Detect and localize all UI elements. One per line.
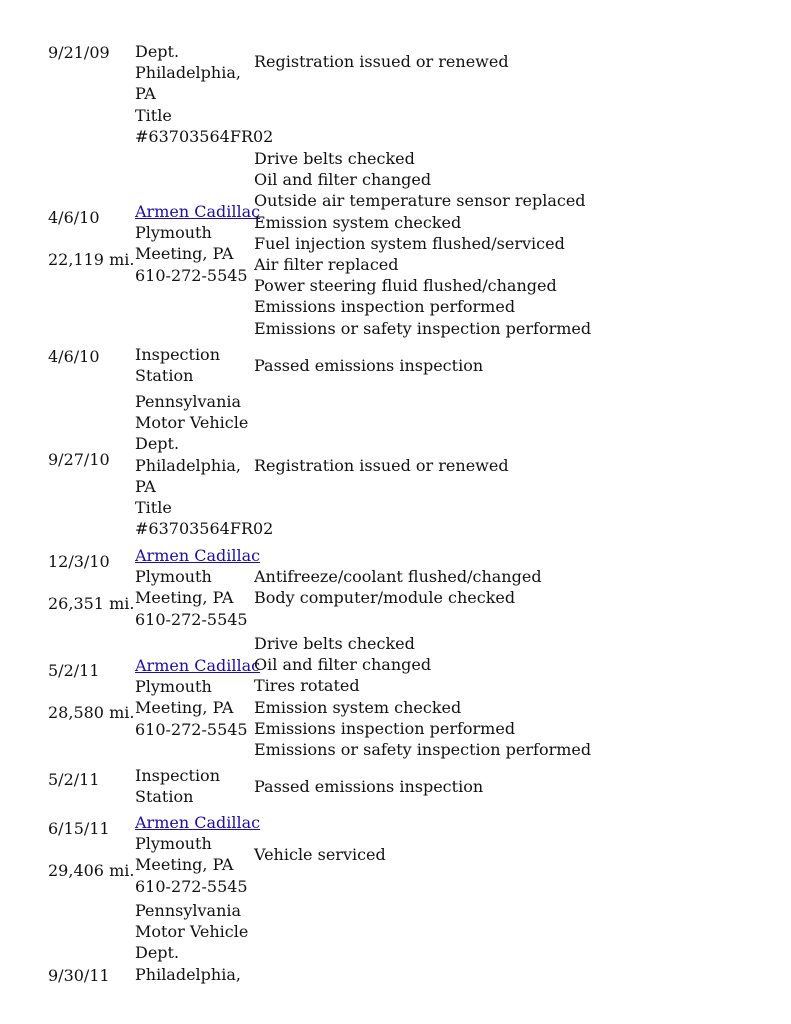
source-line: 610-272-5545 [135, 609, 248, 629]
source-line: Inspection [135, 345, 220, 364]
service-shop-link[interactable]: Armen Cadillac [135, 656, 261, 675]
history-record [0, 42, 791, 148]
source-line: Pennsylvania [135, 392, 242, 411]
source-line: Station [135, 787, 194, 807]
action-item: Oil and filter changed [254, 170, 432, 190]
action-item: Registration issued or renewed [254, 456, 509, 475]
history-record [0, 632, 791, 764]
record-mileage: 22,119 mi. [48, 250, 135, 270]
record-actions-cell [254, 633, 784, 760]
source-line: Station [135, 366, 194, 386]
record-actions-cell [254, 844, 784, 865]
action-item: Power steering fluid flushed/changed [254, 276, 557, 296]
record-date: 5/2/11 [48, 770, 100, 789]
source-line: Plymouth [135, 834, 212, 854]
source-line: Plymouth [135, 677, 212, 697]
source-line: PA [135, 476, 156, 496]
action-item: Outside air temperature sensor replaced [254, 191, 586, 211]
record-date: 5/2/11 [48, 661, 100, 680]
source-line: Plymouth [135, 223, 212, 243]
source-line: Dept. [135, 943, 180, 963]
record-source-cell [135, 201, 261, 286]
action-item: Vehicle serviced [254, 845, 386, 864]
source-line: Motor Vehicle [135, 413, 249, 433]
record-source-cell [135, 391, 274, 539]
source-line: Title [135, 105, 172, 125]
record-actions-cell [254, 148, 784, 339]
record-source-cell [135, 900, 253, 985]
source-line: 610-272-5545 [135, 265, 248, 285]
source-line: Title [135, 497, 172, 517]
action-item: Oil and filter changed [254, 655, 432, 675]
action-item: Tires rotated [254, 676, 360, 696]
source-line: Motor Vehicle [135, 922, 249, 942]
record-date-cell [48, 818, 135, 882]
record-source-cell [135, 41, 274, 147]
record-date: 6/15/11 [48, 819, 110, 838]
action-item: Body computer/module checked [254, 588, 516, 608]
action-item: Emissions or safety inspection performed [254, 318, 592, 338]
source-line: Meeting, PA [135, 244, 234, 264]
source-line: 610-272-5545 [135, 876, 248, 896]
record-source-cell [135, 765, 253, 807]
source-line: #63703564FR02 [135, 126, 274, 146]
record-date-cell [48, 449, 132, 470]
source-line: Philadelphia, [135, 455, 241, 475]
history-record [0, 390, 791, 544]
source-line: Meeting, PA [135, 588, 234, 608]
record-source-cell [135, 344, 253, 386]
record-actions-cell [254, 566, 784, 608]
source-line: Meeting, PA [135, 698, 234, 718]
record-date: 12/3/10 [48, 552, 110, 571]
history-record [0, 900, 791, 1024]
history-record [0, 765, 791, 811]
record-date: 4/6/10 [48, 208, 100, 227]
history-record [0, 811, 791, 899]
record-mileage: 29,406 mi. [48, 861, 135, 881]
record-mileage: 28,580 mi. [48, 703, 135, 723]
record-date: 4/6/10 [48, 347, 100, 366]
source-line: Plymouth [135, 567, 212, 587]
action-item: Registration issued or renewed [254, 52, 509, 71]
action-item: Emissions inspection performed [254, 718, 516, 738]
action-item: Air filter replaced [254, 254, 399, 274]
action-item: Drive belts checked [254, 634, 415, 653]
action-item: Antifreeze/coolant flushed/changed [254, 567, 542, 586]
action-item: Passed emissions inspection [254, 356, 484, 375]
service-shop-link[interactable]: Armen Cadillac [135, 813, 261, 832]
source-line: #63703564FR02 [135, 519, 274, 539]
source-line: Meeting, PA [135, 855, 234, 875]
record-source-cell [135, 812, 261, 897]
record-actions-cell [254, 355, 784, 376]
history-record [0, 344, 791, 390]
source-line: Philadelphia, [135, 63, 241, 83]
action-item: Emission system checked [254, 697, 462, 717]
record-actions-cell [254, 776, 784, 797]
record-source-cell [135, 545, 261, 630]
service-shop-link[interactable]: Armen Cadillac [135, 202, 261, 221]
action-item: Emissions inspection performed [254, 297, 516, 317]
record-source-cell [135, 655, 261, 740]
record-date-cell [48, 965, 132, 986]
record-date-cell [48, 551, 135, 615]
action-item: Passed emissions inspection [254, 777, 484, 796]
record-date-cell [48, 769, 132, 790]
record-date-cell [48, 207, 135, 271]
action-item: Emissions or safety inspection performed [254, 739, 592, 759]
action-item: Fuel injection system flushed/serviced [254, 233, 565, 253]
source-line: Inspection [135, 766, 220, 785]
source-line: PA [135, 84, 156, 104]
source-line: Pennsylvania [135, 901, 242, 920]
record-mileage: 26,351 mi. [48, 594, 135, 614]
record-date-cell [48, 42, 132, 63]
history-record [0, 148, 791, 341]
record-date-cell [48, 660, 135, 724]
record-date-cell [48, 346, 132, 367]
source-line: Dept. [135, 42, 180, 61]
source-line: 610-272-5545 [135, 719, 248, 739]
source-line: Dept. [135, 434, 180, 454]
record-date: 9/21/09 [48, 43, 110, 62]
action-item: Emission system checked [254, 212, 462, 232]
record-actions-cell [254, 51, 784, 72]
record-date: 9/27/10 [48, 450, 110, 469]
history-record [0, 544, 791, 632]
record-actions-cell [254, 455, 784, 476]
record-date: 9/30/11 [48, 966, 110, 985]
action-item: Drive belts checked [254, 149, 415, 168]
service-shop-link[interactable]: Armen Cadillac [135, 546, 261, 565]
source-line: Philadelphia, [135, 964, 241, 984]
